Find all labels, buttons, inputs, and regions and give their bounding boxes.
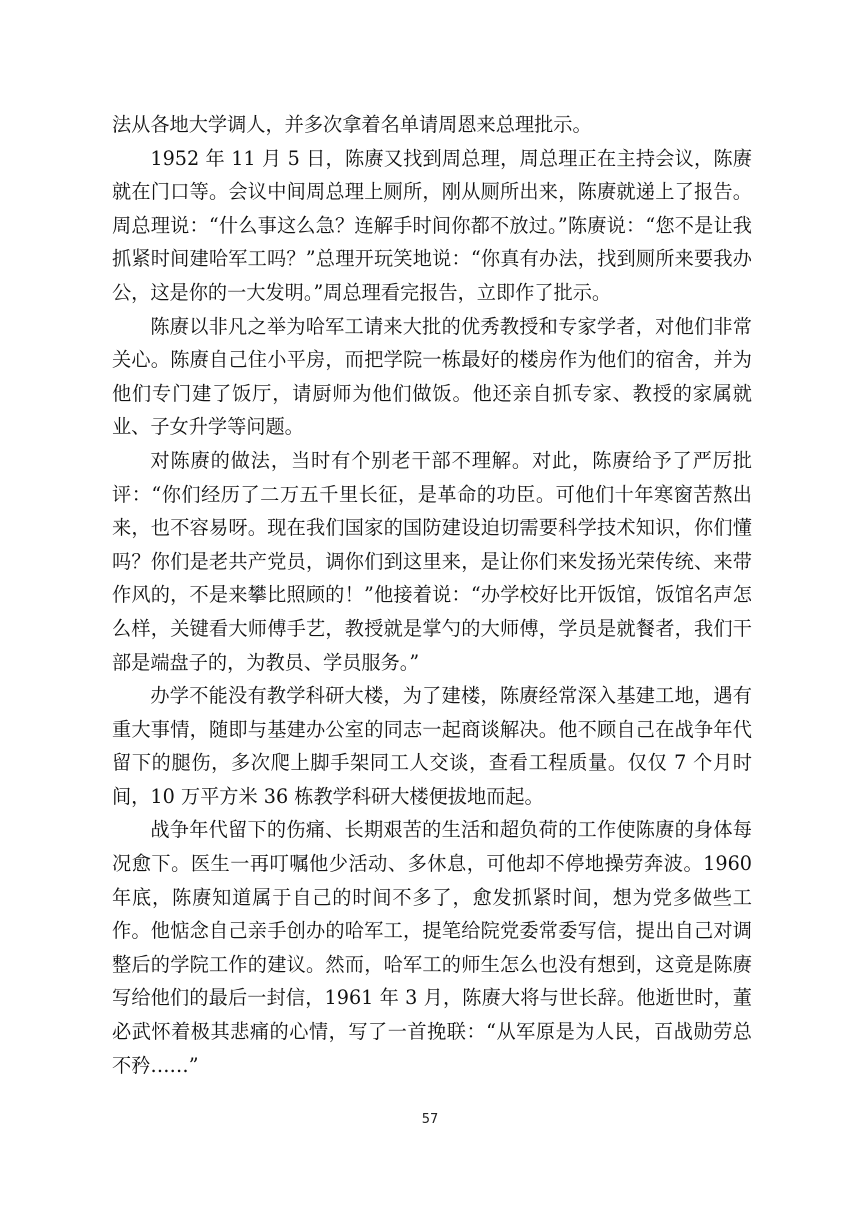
page-body bbox=[112, 108, 752, 1082]
paragraph-4: 对陈赓的做法，当时有个别老干部不理解。对此，陈赓给予了严厉批评：“你们经历了二万五千里长征，是革命的功臣。可他们十年寒窗苦熬出来，也不容易呀。现在我们国家的国防建设迫切需要科学技术知识，你们懂吗？你们是老共产党员，调你们到这里来，是让你们来发扬光荣传统、来带作风的，不是来攀比照顾的！”他接着说：“办学校好比开饭馆，饭馆名声怎么样，关键看大师傅手艺，教授就是掌勺的大师傅，学员是就餐者，我们干部是端盘子的，为教员、学员服务。” bbox=[112, 448, 752, 674]
page-number: 57 bbox=[421, 1112, 439, 1127]
paragraph-3: 陈赓以非凡之举为哈军工请来大批的优秀教授和专家学者，对他们非常关心。陈赓自己住小平房，而把学院一栋最好的楼房作为他们的宿舍，并为他们专门建了饭厅，请厨师为他们做饭。他还亲自抓专家、教授的家属就业、子女升学等问题。 bbox=[112, 314, 752, 439]
paragraph-1: 法从各地大学调人，并多次拿着名单请周恩来总理批示。 bbox=[112, 113, 592, 136]
paragraph-6: 战争年代留下的伤痛、长期艰苦的生活和超负荷的工作使陈赓的身体每况愈下。医生一再叮嘱他少活动、多休息，可他却不停地操劳奔波。1960 年底，陈赓知道属于自己的时间不多了，愈发抓紧时间，想为党多做些工作。他惦念自己亲手创办的哈军工，提笔给院党委常委写信，提出自己对调整后的学院工作的建议。然而，哈军工的师生怎么也没有想到，这竟是陈赓写给他们的最后一封信，1961 年 3 月，陈赓大将与世长辞。他逝世时，董必武怀着极其悲痛的心情，写了一首挽联：“从军原是为人民，百战勋劳总不矜……” bbox=[112, 818, 752, 1077]
paragraph-5: 办学不能没有教学科研大楼，为了建楼，陈赓经常深入基建工地，遇有重大事情，随即与基建办公室的同志一起商谈解决。他不顾自己在战争年代留下的腿伤，多次爬上脚手架同工人交谈，查看工程质量。仅仅 7 个月时间，10 万平方米 36 栋教学科研大楼便拔地而起。 bbox=[112, 684, 752, 808]
paragraph-2: 1952 年 11 月 5 日，陈赓又找到周总理，周总理正在主持会议，陈赓就在门口等。会议中间周总理上厕所，刚从厕所出来，陈赓就递上了报告。周总理说：“什么事这么急？连解手时间你都不放过。”陈赓说：“您不是让我抓紧时间建哈军工吗？”总理开玩笑地说：“你真有办法，找到厕所来要我办公，这是你的一大发明。”周总理看完报告，立即作了批示。 bbox=[112, 146, 752, 304]
